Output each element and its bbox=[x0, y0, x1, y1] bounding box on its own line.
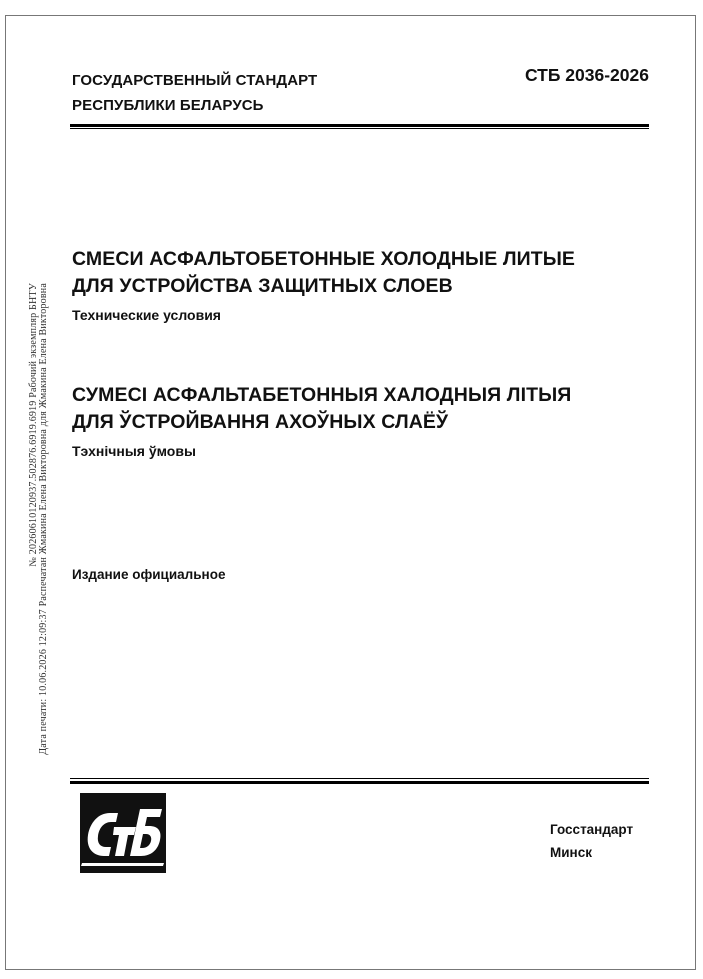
title-ru-line-1: СМЕСИ АСФАЛЬТОБЕТОННЫЕ ХОЛОДНЫЕ ЛИТЫЕ bbox=[72, 248, 576, 270]
publisher-name: Госстандарт bbox=[550, 822, 634, 837]
edition-label: Издание официальное bbox=[72, 567, 226, 582]
subtitle-by: Тэхнічныя ўмовы bbox=[72, 443, 196, 459]
print-stamp bbox=[7, 283, 59, 850]
top-rule-thick bbox=[70, 124, 649, 127]
stb-logo-icon bbox=[80, 793, 166, 873]
standard-type-line-2: РЕСПУБЛИКИ БЕЛАРУСЬ bbox=[72, 97, 264, 114]
standard-code: СТБ 2036-2026 bbox=[524, 65, 649, 85]
subtitle-ru: Технические условия bbox=[72, 307, 221, 323]
publisher bbox=[550, 818, 633, 864]
title-by-line-1: СУМЕСІ АСФАЛЬТАБЕТОННЫЯ ХАЛОДНЫЯ ЛІТЫЯ bbox=[72, 384, 572, 406]
bottom-rule-thick bbox=[70, 781, 649, 784]
title-belarusian bbox=[72, 382, 652, 460]
bottom-rule-thin bbox=[70, 778, 649, 779]
title-russian bbox=[72, 246, 652, 324]
title-ru-line-2: ДЛЯ УСТРОЙСТВА ЗАЩИТНЫХ СЛОЕВ bbox=[72, 275, 453, 297]
publisher-city: Минск bbox=[550, 845, 592, 860]
standard-type bbox=[72, 68, 317, 118]
top-rule-thin bbox=[70, 128, 649, 129]
print-stamp-line-2: Дата печати: 10.06.2026 12:09:37 Распечатан Жмакина Елена Викторовна для Жмакина Елена Викторовна bbox=[38, 283, 49, 755]
standard-type-line-1: ГОСУДАРСТВЕННЫЙ СТАНДАРТ bbox=[72, 72, 318, 89]
title-by-line-2: ДЛЯ ЎСТРОЙВАННЯ АХОЎНЫХ СЛАЁЎ bbox=[72, 411, 449, 433]
stb-logo bbox=[80, 793, 166, 873]
print-stamp-line-1: № 20260610120937.502876.6919.6919 Рабочий экземпляр БНТУ bbox=[28, 283, 39, 567]
